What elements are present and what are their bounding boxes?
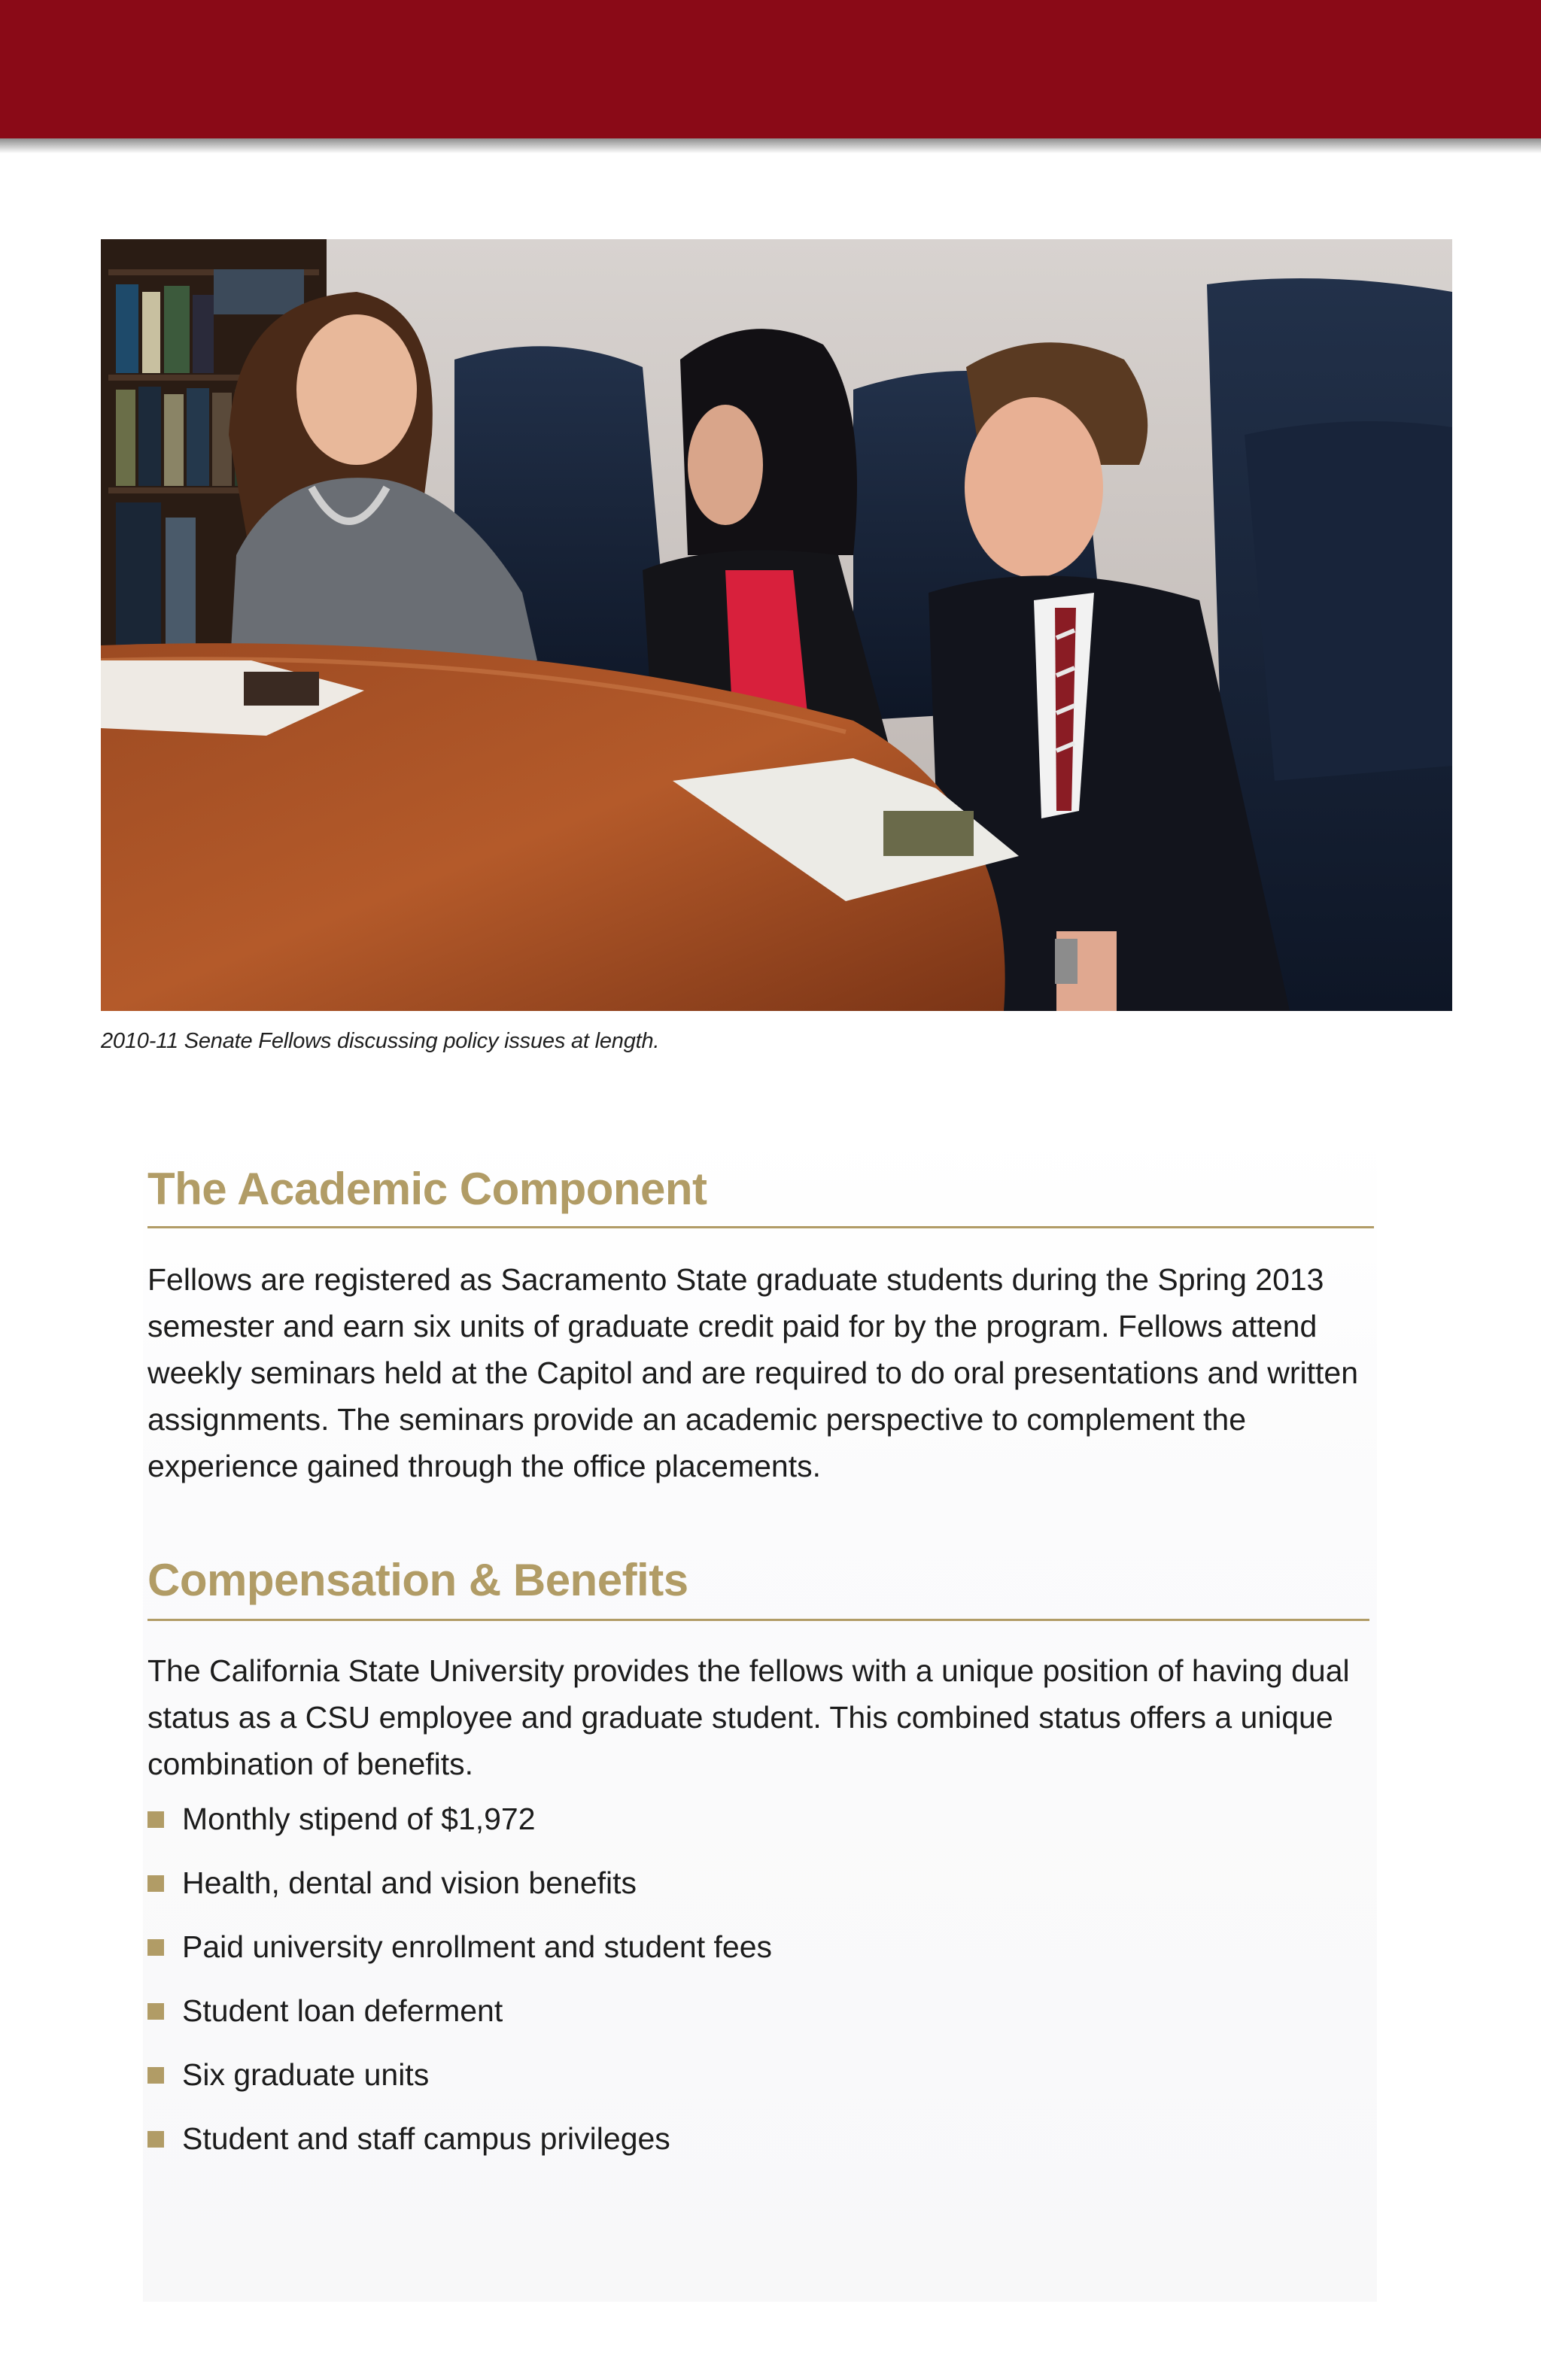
benefits-list [147,1799,772,2183]
academic-heading: The Academic Component [147,1164,707,1214]
benefit-text: Paid university enrollment and student fees [182,1929,773,1964]
benefit-text: Student and staff campus privileges [182,2121,670,2156]
academic-heading-rule [147,1226,1374,1228]
compensation-heading-rule [147,1619,1369,1621]
square-bullet-icon [147,1875,164,1892]
benefit-text: Monthly stipend of $1,972 [182,1802,536,1836]
list-item [147,1991,772,2055]
list-item [147,1927,772,1991]
square-bullet-icon [147,2067,164,2084]
compensation-heading: Compensation & Benefits [147,1555,688,1605]
compensation-paragraph: The California State University provides the fellows with a unique position of having dual status as a CSU employee and graduate student. This combined status offers a unique combination of benefits. [147,1653,1350,1781]
square-bullet-icon [147,2131,164,2148]
square-bullet-icon [147,1939,164,1956]
square-bullet-icon [147,1811,164,1828]
fellows-photo [101,239,1452,1011]
list-item [147,1799,772,1863]
header-band-shadow [0,138,1541,153]
photo-illustration [101,239,1452,1011]
benefit-text: Health, dental and vision benefits [182,1865,637,1900]
academic-paragraph: Fellows are registered as Sacramento State graduate students during the Spring 2013 semester and earn six units of graduate credit paid for by the program. Fellows attend weekly seminars held at the Capitol and are required to do oral presentations and written assignments. The seminars provide an academic perspective to complement the experience gained through the office placements. [147,1262,1359,1483]
benefit-text: Student loan deferment [182,1993,503,2028]
list-item [147,2055,772,2119]
photo-caption: 2010-11 Senate Fellows discussing policy issues at length. [101,1029,660,1053]
header-band [0,0,1541,138]
square-bullet-icon [147,2003,164,2020]
list-item [147,1863,772,1927]
list-item [147,2119,772,2183]
benefit-text: Six graduate units [182,2057,430,2092]
